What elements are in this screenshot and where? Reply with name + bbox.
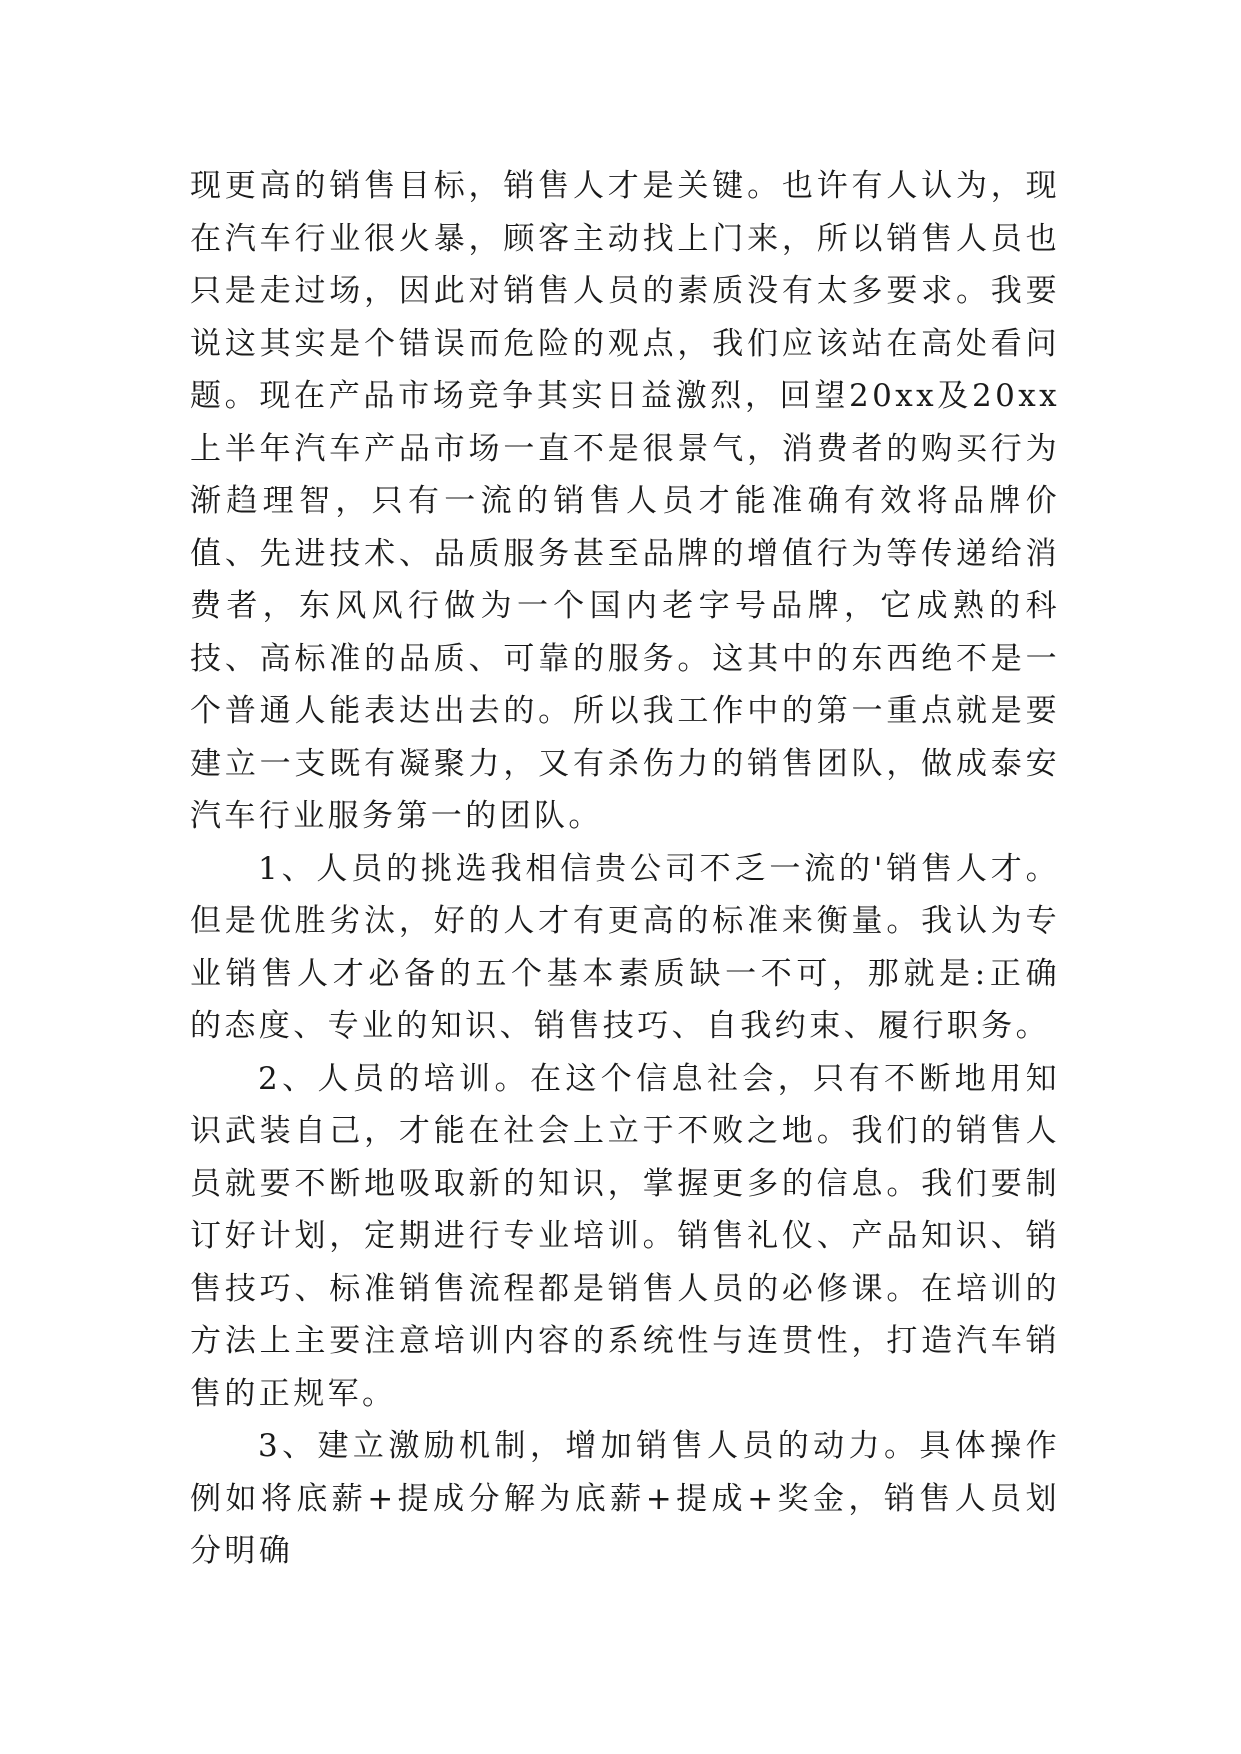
paragraph-item-3: 3、建立激励机制，增加销售人员的动力。具体操作例如将底薪+提成分解为底薪+提成+奖金，销售人员划分明确 (190, 1428, 1060, 1569)
document-body (190, 160, 1060, 1578)
paragraph-item-2: 2、人员的培训。在这个信息社会，只有不断地用知识武装自己，才能在社会上立于不败之地。我们的销售人员就要不断地吸取新的知识，掌握更多的信息。我们要制订好计划，定期进行专业培训。销售礼仪、产品知识、销售技巧、标准销售流程都是销售人员的必修课。在培训的方法上主要注意培训内容的系统性与连贯性，打造汽车销售的正规军。 (190, 1060, 1060, 1412)
paragraph-intro: 现更高的销售目标，销售人才是关键。也许有人认为，现在汽车行业很火暴，顾客主动找上门来，所以销售人员也只是走过场，因此对销售人员的素质没有太多要求。我要说这其实是个错误而危险的观点，我们应该站在高处看问题。现在产品市场竞争其实日益激烈，回望20xx及20xx上半年汽车产品市场一直不是很景气，消费者的购买行为渐趋理智，只有一流的销售人员才能准确有效将品牌价值、先进技术、品质服务甚至品牌的增值行为等传递给消费者，东风风行做为一个国内老字号品牌，它成熟的科技、高标准的品质、可靠的服务。这其中的东西绝不是一个普通人能表达出去的。所以我工作中的第一重点就是要建立一支既有凝聚力，又有杀伤力的销售团队，做成泰安汽车行业服务第一的团队。 (190, 168, 1060, 834)
paragraph-item-1: 1、人员的挑选我相信贵公司不乏一流的'销售人才。但是优胜劣汰，好的人才有更高的标准来衡量。我认为专业销售人才必备的五个基本素质缺一不可，那就是:正确的态度、专业的知识、销售技巧、自我约束、履行职务。 (190, 850, 1060, 1044)
